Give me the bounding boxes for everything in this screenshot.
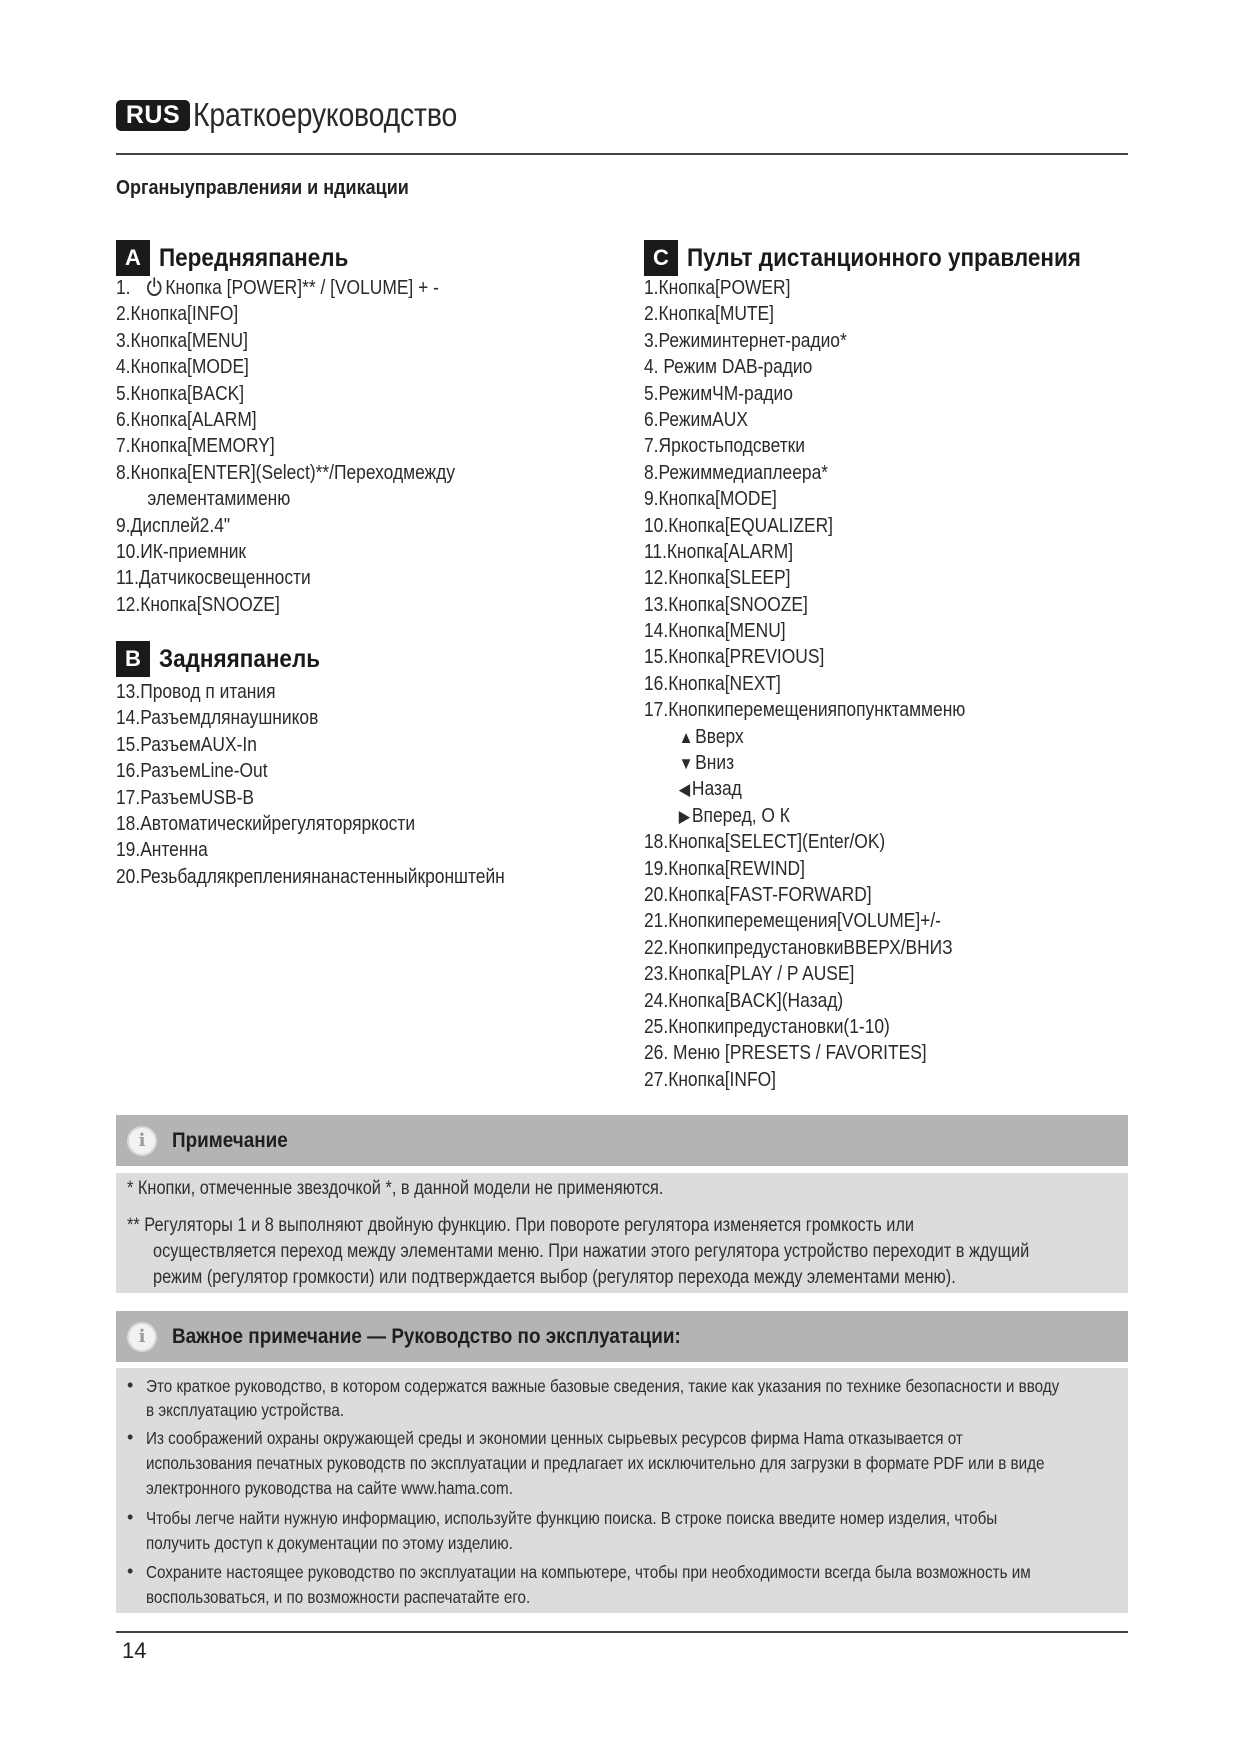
list-item: 16.Кнопка[NEXT] bbox=[644, 672, 781, 695]
list-item: 5.РежимЧМ-радио bbox=[644, 382, 793, 405]
section-c-title: Пульт дистанционного управления bbox=[687, 243, 1081, 272]
section-c-list bbox=[644, 275, 1013, 1093]
list-item: 7.Яркостьподсветки bbox=[644, 435, 806, 458]
section-b-list bbox=[116, 679, 563, 890]
important-line: получить доступ к документации по этому изделию. bbox=[146, 1533, 513, 1553]
note-line: режим (регулятор громкости) или подтверждается выбор (регулятор перехода между элементами меню). bbox=[153, 1267, 956, 1288]
list-item: 18.Автоматическийрегуляторяркости bbox=[116, 812, 416, 835]
note-line: * Кнопки, отмеченные звездочкой *, в данной модели не применяются. bbox=[127, 1178, 664, 1199]
list-item: 8.Режиммедиаплеера* bbox=[644, 461, 829, 484]
note-line: ** Регуляторы 1 и 8 выполняют двойную функцию. При повороте регулятора изменяется громкость или bbox=[127, 1215, 915, 1236]
list-item: 26. Меню [PRESETS / FAVORITES] bbox=[644, 1042, 927, 1065]
footer-divider bbox=[116, 1631, 1128, 1633]
list-item: 1. Кнопка [POWER]** / [VOLUME] + - bbox=[116, 277, 439, 299]
list-item: 6.Кнопка[ALARM] bbox=[116, 408, 257, 431]
list-item: 19.Кнопка[REWIND] bbox=[644, 857, 805, 880]
list-item: 25.Кнопкипредустановки(1-10) bbox=[644, 1015, 890, 1038]
list-item: 12.Кнопка[SLEEP] bbox=[644, 567, 791, 590]
section-c-header bbox=[644, 240, 1125, 276]
list-item: ◀Назад bbox=[678, 778, 742, 801]
important-note-title: Важное примечание — Руководство по эксплуатации: bbox=[172, 1324, 681, 1348]
info-icon: i bbox=[127, 1126, 157, 1156]
list-item: 13.Провод п итания bbox=[116, 681, 276, 703]
info-icon: i bbox=[127, 1322, 157, 1352]
bullet: • bbox=[127, 1561, 134, 1581]
list-item: 16.РазъемLine-Out bbox=[116, 760, 268, 783]
list-item: 2.Кнопка[INFO] bbox=[116, 303, 239, 326]
bullet: • bbox=[127, 1375, 134, 1395]
language-badge: RUS bbox=[116, 100, 190, 131]
list-item: 9.Кнопка[MODE] bbox=[644, 488, 777, 511]
section-a-title: Передняяпанель bbox=[159, 243, 349, 272]
header-divider bbox=[116, 153, 1128, 155]
list-item: 13.Кнопка[SNOOZE] bbox=[644, 593, 808, 616]
list-item: 14.Кнопка[MENU] bbox=[644, 620, 786, 643]
important-note-header bbox=[116, 1311, 1128, 1362]
list-item: 21.Кнопкиперемещения[VOLUME]+/- bbox=[644, 910, 941, 933]
list-item: 19.Антенна bbox=[116, 839, 208, 862]
list-item: 4.Кнопка[MODE] bbox=[116, 356, 249, 379]
power-icon bbox=[144, 276, 163, 298]
list-item: ▶Вперед, О К bbox=[678, 804, 790, 827]
list-item: 5.Кнопка[BACK] bbox=[116, 382, 245, 405]
list-item: 23.Кнопка[PLAY / P AUSE] bbox=[644, 963, 855, 986]
list-item: 10.Кнопка[EQUALIZER] bbox=[644, 514, 834, 537]
page-number: 14 bbox=[122, 1638, 147, 1663]
list-item: 7.Кнопка[MEMORY] bbox=[116, 435, 275, 458]
list-item: элементамименю bbox=[147, 488, 291, 511]
important-line: электронного руководства на сайте www.hama.com. bbox=[146, 1478, 513, 1498]
document-title: Краткоеруководство bbox=[193, 96, 458, 133]
list-item: ▼Вниз bbox=[678, 752, 735, 775]
section-b-letter: B bbox=[116, 641, 150, 677]
note-header bbox=[116, 1115, 1128, 1166]
list-item: 18.Кнопка[SELECT](Enter/OK) bbox=[644, 831, 886, 854]
list-item: 20.Резьбадлякреплениянанастенныйкронштейн bbox=[116, 865, 505, 888]
arrow-down-icon: ▼ bbox=[678, 754, 694, 774]
important-line: Сохраните настоящее руководство по эксплуатации на компьютере, чтобы при необходимости всегда была возможность им bbox=[146, 1562, 1031, 1582]
list-item: 10.ИК-приемник bbox=[116, 540, 247, 563]
section-a-letter: A bbox=[116, 240, 150, 276]
note-line: осуществляется переход между элементами меню. При нажатии этого регулятора устройство переходит в ждущий bbox=[153, 1241, 1030, 1262]
arrow-left-icon: ◀ bbox=[678, 780, 691, 800]
important-line: Это краткое руководство, в котором содержатся важные базовые сведения, такие как указания по технике безопасности и вводу bbox=[146, 1376, 1060, 1396]
important-line: Чтобы легче найти нужную информацию, используйте функцию поиска. В строке поиска введите номер изделия, чтобы bbox=[146, 1508, 998, 1528]
list-item: 8.Кнопка[ENTER](Select)**/Переходмежду bbox=[116, 461, 456, 484]
list-item: 3.Режиминтернет-радио* bbox=[644, 329, 847, 352]
bullet: • bbox=[127, 1507, 134, 1527]
section-c-letter: C bbox=[644, 240, 678, 276]
section-a-header bbox=[116, 240, 369, 276]
list-item: 1.Кнопка[POWER] bbox=[644, 277, 791, 299]
note-title: Примечание bbox=[172, 1128, 288, 1152]
important-line: использования печатных руководств по эксплуатации и предлагает их исключительно для загрузки в формате PDF или в виде bbox=[146, 1453, 1045, 1473]
list-item: 14.Разъемдлянаушников bbox=[116, 707, 319, 730]
section-subheading: Органыуправленияи и ндикации bbox=[116, 177, 409, 199]
arrow-up-icon: ▲ bbox=[678, 727, 694, 747]
important-line: Из соображений охраны окружающей среды и экономии ценных сырьевых ресурсов фирма Hama отказывается от bbox=[146, 1428, 963, 1448]
list-item: 24.Кнопка[BACK](Назад) bbox=[644, 989, 844, 1012]
list-item: 4. Режим DAB-радио bbox=[644, 356, 813, 379]
list-item: 15.РазъемAUX-In bbox=[116, 733, 257, 756]
bullet: • bbox=[127, 1427, 134, 1447]
list-item: 11.Кнопка[ALARM] bbox=[644, 540, 794, 563]
list-item: ▲Вверх bbox=[678, 725, 744, 748]
important-line: в эксплуатацию устройства. bbox=[146, 1400, 345, 1420]
list-item: 11.Датчикосвещенности bbox=[116, 567, 311, 590]
list-item: 22.КнопкипредустановкиВВЕРХ/ВНИЗ bbox=[644, 936, 953, 959]
section-a-list bbox=[116, 275, 506, 618]
list-item: 15.Кнопка[PREVIOUS] bbox=[644, 646, 825, 669]
section-b-header bbox=[116, 641, 338, 677]
list-item: 27.Кнопка[INFO] bbox=[644, 1068, 776, 1091]
section-b-title: Задняяпанель bbox=[159, 644, 321, 673]
list-item: 9.Дисплей2.4" bbox=[116, 514, 231, 537]
arrow-right-icon: ▶ bbox=[678, 806, 691, 826]
list-item: 12.Кнопка[SNOOZE] bbox=[116, 593, 280, 616]
list-item: 20.Кнопка[FAST-FORWARD] bbox=[644, 883, 872, 906]
list-item: 6.РежимAUX bbox=[644, 408, 748, 431]
list-item: 3.Кнопка[MENU] bbox=[116, 329, 248, 352]
list-item: 17.РазъемUSB-B bbox=[116, 786, 254, 809]
list-item: 2.Кнопка[MUTE] bbox=[644, 303, 774, 326]
list-item: 17.Кнопкиперемещенияпопунктамменю bbox=[644, 699, 966, 722]
important-line: воспользоваться, и по возможности распечатайте его. bbox=[146, 1587, 531, 1607]
